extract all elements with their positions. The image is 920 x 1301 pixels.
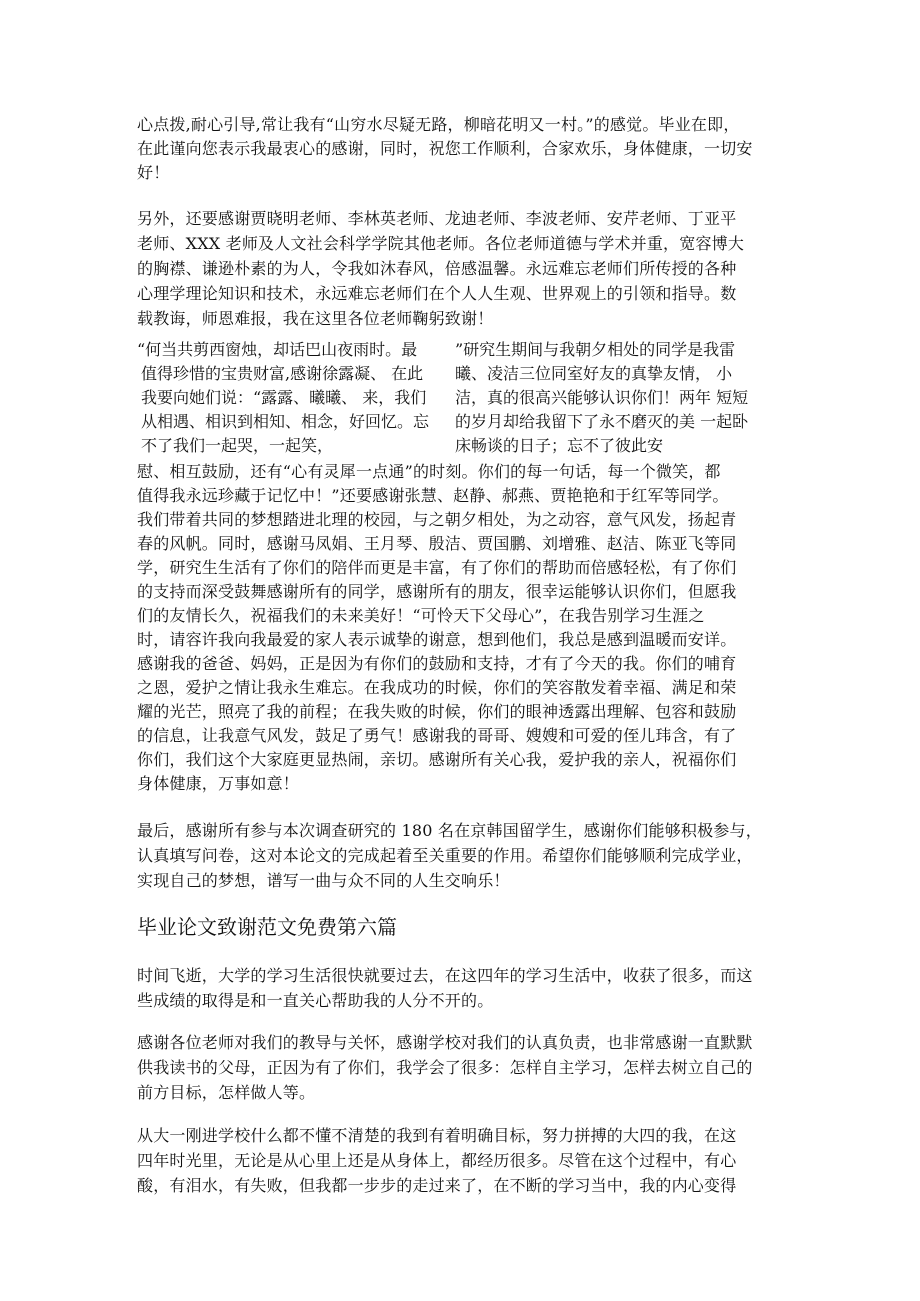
p3-line-11: 耀的光芒，照亮了我的前程；在我失败的时候，你们的眼神透露出理解、包容和鼓励 bbox=[137, 702, 737, 721]
p3-left-column bbox=[137, 338, 429, 458]
p3-left-line-1: “何当共剪西窗烛，却话巴山夜雨时。最 bbox=[137, 340, 418, 359]
p3-line-1: 慰、相互鼓励，还有“心有灵犀一点通”的时刻。你们的每一句话，每一个微笑，都 bbox=[137, 462, 721, 481]
p3-left-line-4: 从相遇、相识到相知、相念，好回忆。忘 bbox=[141, 412, 430, 431]
p3-line-9: 感谢我的爸爸、妈妈，正是因为有你们的鼓励和支持，才有了今天的我。你们的哺育 bbox=[137, 654, 737, 673]
p6-line-2: 供我读书的父母，正因为有了你们，我学会了很多：怎样自主学习，怎样去树立自己的 bbox=[137, 1058, 753, 1077]
p5-line-2: 些成绩的取得是和一直关心帮助我的人分不开的。 bbox=[137, 991, 494, 1010]
p3-line-7: 们的友情长久，祝福我们的未来美好！“可怜天下父母心”，在我告别学习生涯之 bbox=[137, 606, 705, 625]
p3-left-line-3: 我要向她们说：“露露、曦曦、 来，我们 bbox=[141, 388, 427, 407]
p2-line-5: 载教诲，师恩难报，我在这里各位老师鞠躬致谢！ bbox=[137, 309, 494, 328]
p3-right-line-2: 曦、凌洁三位同室好友的真挚友情， 小 bbox=[455, 364, 733, 383]
p3-left-line-5: 不了我们一起哭，一起笑， bbox=[141, 436, 334, 455]
p3-line-5: 学，研究生生活有了你们的陪伴而更是丰富，有了你们的帮助而倍感轻松，有了你们 bbox=[137, 558, 737, 577]
p2-line-1: 另外，还要感谢贾晓明老师、李林英老师、龙迪老师、李波老师、安芹老师、丁亚平 bbox=[137, 209, 737, 228]
p7-line-3: 酸，有泪水，有失败，但我都一步步的走过来了，在不断的学习当中，我的内心变得 bbox=[137, 1176, 737, 1195]
p3-line-2: 值得我永远珍藏于记忆中！”还要感谢张慧、赵静、郝燕、贾艳艳和于红军等同学。 bbox=[137, 486, 729, 505]
p3-right-line-1: ”研究生期间与我朝夕相处的同学是我雷 bbox=[455, 340, 736, 359]
p3-right-line-3: 洁，真的很高兴能够认识你们！两年 短短 bbox=[455, 388, 749, 407]
p6-line-3: 前方目标，怎样做人等。 bbox=[137, 1083, 316, 1102]
p3-right-line-5: 床畅谈的日子；忘不了彼此安 bbox=[455, 436, 664, 455]
p7-line-2: 四年时光里，无论是从心里上还是从身体上，都经历很多。尽管在这个过程中，有心 bbox=[137, 1151, 737, 1170]
p3-right-column bbox=[455, 338, 748, 458]
p7-line-1: 从大一刚进学校什么都不懂不清楚的我到有着明确目标，努力拼搏的大四的我，在这 bbox=[137, 1126, 737, 1145]
p2-line-4: 心理学理论知识和技术，永远难忘老师们在个人人生观、世界观上的引领和指导。数 bbox=[137, 284, 737, 303]
p2-line-3: 的胸襟、谦逊朴素的为人，令我如沐春风，倍感温馨。永远难忘老师们所传授的各种 bbox=[137, 259, 737, 278]
p4-line-1: 最后，感谢所有参与本次调查研究的 180 名在京韩国留学生，感谢你们能够积极参与， bbox=[137, 821, 762, 840]
p3-line-8: 时，请容许我向我最爱的家人表示诚挚的谢意，想到他们，我总是感到温暖而安详。 bbox=[137, 630, 737, 649]
p3-left-line-2: 值得珍惜的宝贵财富,感谢徐露凝、 在此 bbox=[141, 364, 424, 383]
p1-line-1: 心点拨,耐心引导,常让我有“山穷水尽疑无路，柳暗花明又一村。”的感觉。毕业在即， bbox=[137, 115, 740, 134]
p3-line-14: 身体健康，万事如意！ bbox=[137, 774, 300, 793]
p3-line-10: 之恩，爱护之情让我永生难忘。在我成功的时候，你们的笑容散发着幸福、满足和荣 bbox=[137, 678, 737, 697]
p3-line-4: 春的风帆。同时，感谢马凤娟、王月琴、殷洁、贾国鹏、刘增雅、赵洁、陈亚飞等同 bbox=[137, 534, 737, 553]
p5-line-1: 时间飞逝，大学的学习生活很快就要过去，在这四年的学习生活中，收获了很多，而这 bbox=[137, 966, 753, 985]
p3-line-13: 你们，我们这个大家庭更显热闹，亲切。感谢所有关心我，爱护我的亲人，祝福你们 bbox=[137, 750, 737, 769]
p1-line-2: 在此谨向您表示我最衷心的感谢，同时，祝您工作顺利，合家欢乐，身体健康，一切安 bbox=[137, 139, 753, 158]
p3-line-12: 的信息，让我意气风发，鼓足了勇气！感谢我的哥哥、嫂嫂和可爱的侄儿玮含，有了 bbox=[137, 726, 737, 745]
p3-line-3: 我们带着共同的梦想踏进北理的校园，与之朝夕相处，为之动容，意气风发，扬起青 bbox=[137, 510, 737, 529]
p3-line-6: 的支持而深受鼓舞感谢所有的同学，感谢所有的朋友，很幸运能够认识你们，但愿我 bbox=[137, 582, 737, 601]
p4-line-2: 认真填写问卷，这对本论文的完成起着至关重要的作用。希望你们能够顺利完成学业， bbox=[137, 846, 753, 865]
section-heading: 毕业论文致谢范文免费第六篇 bbox=[137, 915, 397, 939]
p1-line-3: 好！ bbox=[137, 163, 170, 182]
p2-line-2: 老师、XXX 老师及人文社会科学学院其他老师。各位老师道德与学术并重，宽容博大 bbox=[137, 234, 745, 253]
p4-line-3: 实现自己的梦想，谱写一曲与众不同的人生交响乐！ bbox=[137, 871, 510, 890]
p6-line-1: 感谢各位老师对我们的教导与关怀，感谢学校对我们的认真负责，也非常感谢一直默默 bbox=[137, 1033, 753, 1052]
p3-right-line-4: 的岁月却给我留下了永不磨灭的美 一起卧 bbox=[455, 412, 749, 431]
